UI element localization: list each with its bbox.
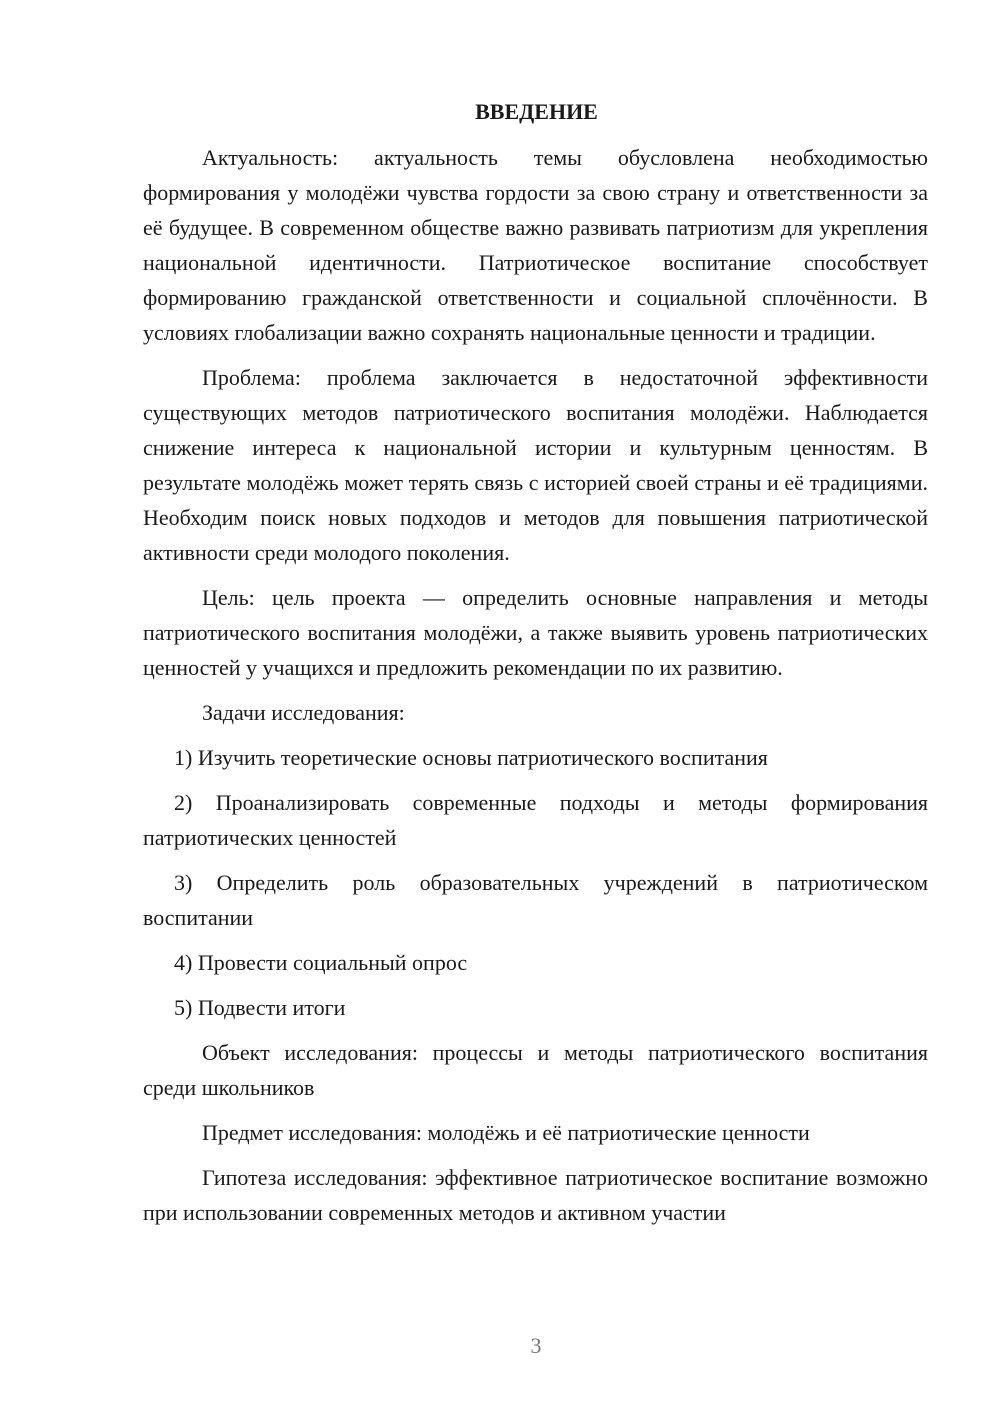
paragraph-relevance: Актуальность: актуальность темы обусловлена необходимостью формирования у молодёжи чувства гордости за свою страну и ответственности за её будущее. В современном обществе важно развивать патриотизм для укрепления национальной идентичности. Патриотическое воспитание способствует формированию гражданской ответственности и социальной сплочённости. В условиях глобализации важно сохранять национальные ценности и традиции. xyxy=(143,145,928,345)
paragraph-hypothesis: Гипотеза исследования: эффективное патриотическое воспитание возможно при использовании современных методов и активном участии xyxy=(143,1165,928,1225)
task-item-4: 4) Провести социальный опрос xyxy=(174,950,468,975)
paragraph-problem: Проблема: проблема заключается в недостаточной эффективности существующих методов патриотического воспитания молодёжи. Наблюдается снижение интереса к национальной истории и культурным ценностям. В результате молодёжь может терять связь с историей своей страны и её традициями. Необходим поиск новых подходов и методов для повышения патриотической активности среди молодого поколения. xyxy=(143,365,928,565)
task-item-1: 1) Изучить теоретические основы патриотического воспитания xyxy=(174,745,768,770)
page-content xyxy=(143,96,928,1240)
section-title: ВВЕДЕНИЕ xyxy=(475,99,598,124)
paragraph-goal: Цель: цель проекта — определить основные направления и методы патриотического воспитания молодёжи, а также выявить уровень патриотических ценностей у учащихся и предложить рекомендации по их развитию. xyxy=(143,585,928,680)
paragraph-subject: Предмет исследования: молодёжь и её патриотические ценности xyxy=(202,1120,810,1145)
paragraph-tasks-heading: Задачи исследования: xyxy=(202,700,405,725)
paragraph-object: Объект исследования: процессы и методы патриотического воспитания среди школьников xyxy=(143,1040,928,1100)
page-number: 3 xyxy=(530,1333,542,1358)
task-item-2: 2) Проанализировать современные подходы и методы формирования патриотических ценностей xyxy=(143,790,928,850)
task-item-5: 5) Подвести итоги xyxy=(174,995,346,1020)
task-item-3: 3) Определить роль образовательных учреждений в патриотическом воспитании xyxy=(143,870,928,930)
